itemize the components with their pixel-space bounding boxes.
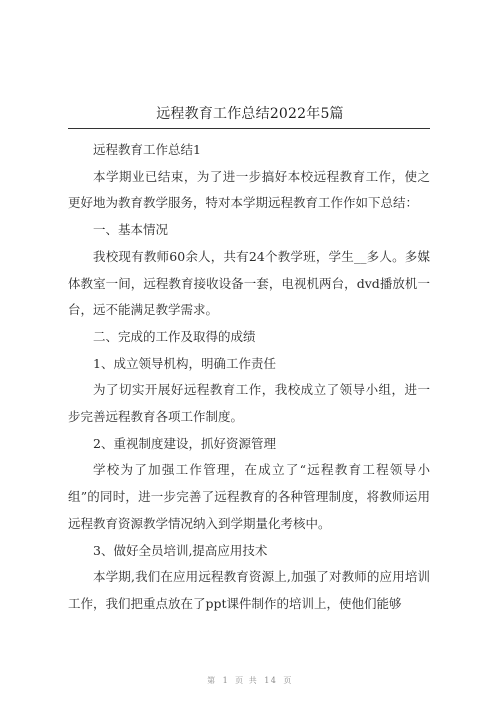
body-paragraph: 学校为了加强工作管理，在成立了“远程教育工程领导小组”的同时，进一步完善了远程教育的各种管理制度，将教师运用远程教育资源教学情况纳入到学期量化考核中。: [68, 462, 430, 531]
footer-suffix: 页: [283, 676, 293, 685]
subsection-heading: 1、成立领导机构，明确工作责任: [93, 355, 276, 371]
title-divider: [68, 128, 430, 129]
body-paragraph: 本学期,我们在应用远程教育资源上,加强了对教师的应用培训工作，我们把重点放在了ppt课件制作的培训上，使他们能够: [68, 569, 430, 611]
subsection-heading: 3、做好全员培训,提高应用技术: [93, 542, 268, 558]
section-heading: 一、基本情况: [93, 222, 169, 238]
footer-prefix: 第: [207, 676, 217, 685]
section-heading: 二、完成的工作及取得的成绩: [93, 328, 256, 344]
body-paragraph: 本学期业已结束，为了进一步搞好本校远程教育工作，使之更好地为教育教学服务，特对本学期远程教育工作作如下总结：: [68, 168, 430, 211]
page-number: 1: [222, 676, 230, 685]
page-footer: [0, 675, 500, 686]
section-heading: 远程教育工作总结1: [93, 142, 201, 157]
subsection-heading: 2、重视制度建设，抓好资源管理: [93, 435, 276, 451]
body-paragraph: 为了切实开展好远程教育工作，我校成立了领导小组，进一步完善远程教育各项工作制度。: [68, 382, 430, 425]
document-body: [68, 137, 430, 618]
footer-middle: 页 共: [235, 676, 259, 685]
body-paragraph: 我校现有教师60余人，共有24个教学班，学生__多人。多媒体教室一间，远程教育接收设备一套，电视机两台，dvd播放机一台，远不能满足教学需求。: [68, 248, 430, 318]
page-total: 14: [264, 676, 278, 685]
document-title: 远程教育工作总结2022年5篇: [156, 106, 344, 122]
